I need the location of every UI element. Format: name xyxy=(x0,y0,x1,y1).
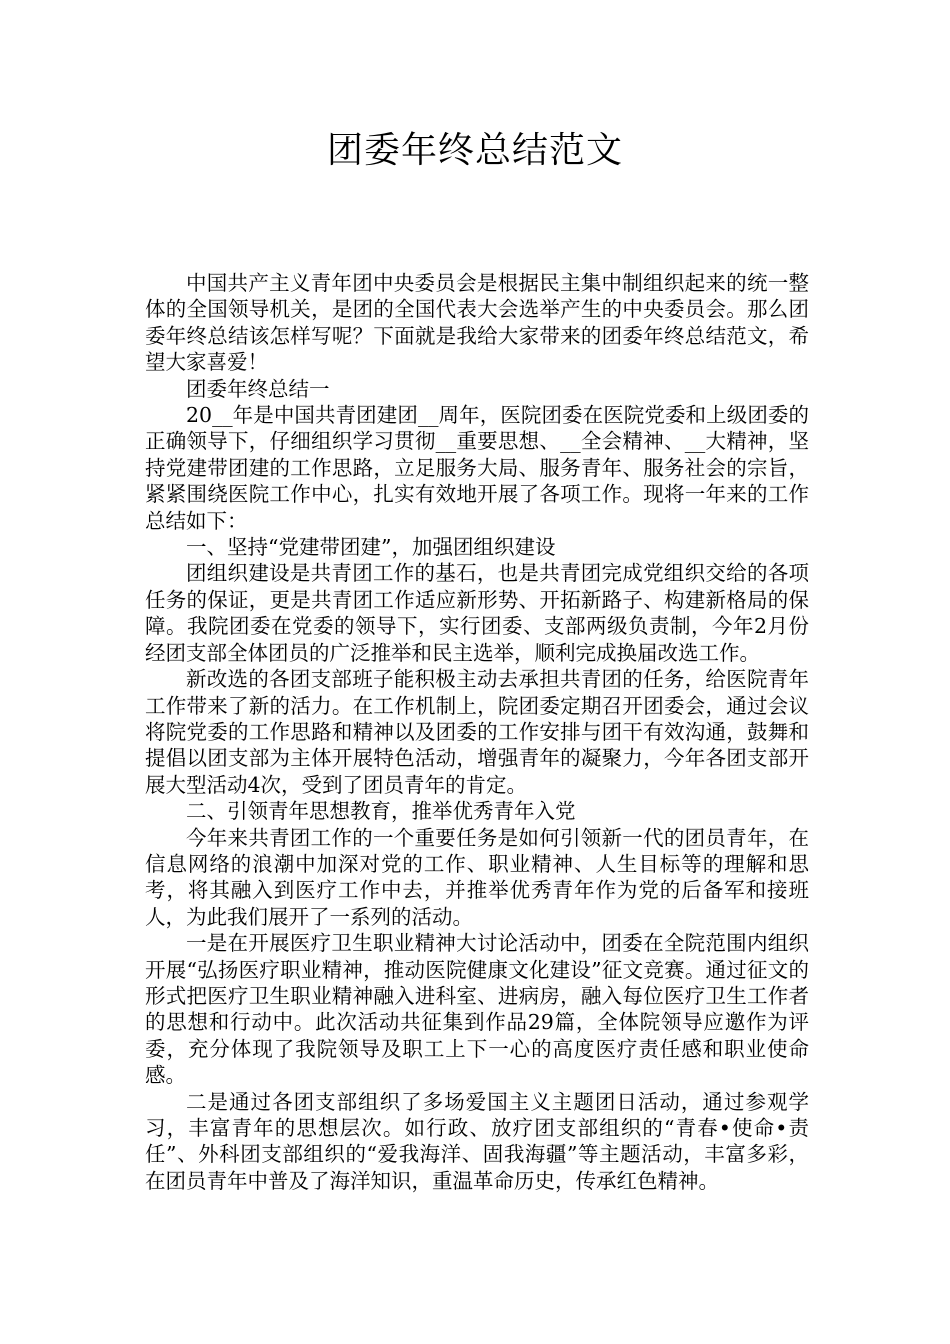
body-paragraph: 今年来共青团工作的一个重要任务是如何引领新一代的团员青年，在信息网络的浪潮中加深对党的工作、职业精神、人生目标等的理解和思考，将其融入到医疗工作中去，并推举优秀青年作为党的后备军和接班人，为此我们展开了一系列的活动。 xyxy=(145,825,809,929)
subsection-heading: 二、引领青年思想教育，推举优秀青年入党 xyxy=(186,799,576,824)
body-paragraph: 团组织建设是共青团工作的基石，也是共青团完成党组织交给的各项任务的保证，更是共青团工作适应新形势、开拓新路子、构建新格局的保障。我院团委在党委的领导下，实行团委、支部两级负责制，今年2月份经团支部全体团员的广泛推举和民主选举，顺利完成换届改选工作。 xyxy=(145,561,809,665)
intro-paragraph: 中国共产主义青年团中央委员会是根据民主集中制组织起来的统一整体的全国领导机关，是团的全国代表大会选举产生的中央委员会。那么团委年终总结该怎样写呢？下面就是我给大家带来的团委年终总结范文，希望大家喜爱！ xyxy=(145,271,809,375)
subsection-heading: 一、坚持“党建带团建”，加强团组织建设 xyxy=(186,535,556,560)
document-title: 团委年终总结范文 xyxy=(326,130,623,171)
body-paragraph: 二是通过各团支部组织了多场爱国主义主题团日活动，通过参观学习，丰富青年的思想层次。如行政、放疗团支部组织的“青春•使命•责任”、外科团支部组织的“爱我海洋、固我海疆”等主题活动，丰富多彩，在团员青年中普及了海洋知识，重温革命历史，传承红色精神。 xyxy=(145,1089,809,1193)
body-paragraph: 一是在开展医疗卫生职业精神大讨论活动中，团委在全院范围内组织开展“弘扬医疗职业精神，推动医院健康文化建设”征文竞赛。通过征文的形式把医疗卫生职业精神融入进科室、进病房，融入每位医疗卫生工作者的思想和行动中。此次活动共征集到作品29篇，全体院领导应邀作为评委，充分体现了我院领导及职工上下一心的高度医疗责任感和职业使命感。 xyxy=(145,931,809,1088)
body-paragraph: 新改选的各团支部班子能积极主动去承担共青团的任务，给医院青年工作带来了新的活力。在工作机制上，院团委定期召开团委会，通过会议将院党委的工作思路和精神以及团委的工作安排与团干有效沟通，鼓舞和提倡以团支部为主体开展特色活动，增强青年的凝聚力，今年各团支部开展大型活动4次，受到了团员青年的肯定。 xyxy=(145,667,809,797)
document-body xyxy=(145,270,809,1194)
section-heading: 团委年终总结一 xyxy=(186,376,330,401)
body-paragraph: 20__年是中国共青团建团__周年，医院团委在医院党委和上级团委的正确领导下，仔细组织学习贯彻__重要思想、__全会精神、__大精神，坚持党建带团建的工作思路，立足服务大局、服务青年、服务社会的宗旨，紧紧围绕医院工作中心，扎实有效地开展了各项工作。现将一年来的工作总结如下： xyxy=(145,403,809,533)
